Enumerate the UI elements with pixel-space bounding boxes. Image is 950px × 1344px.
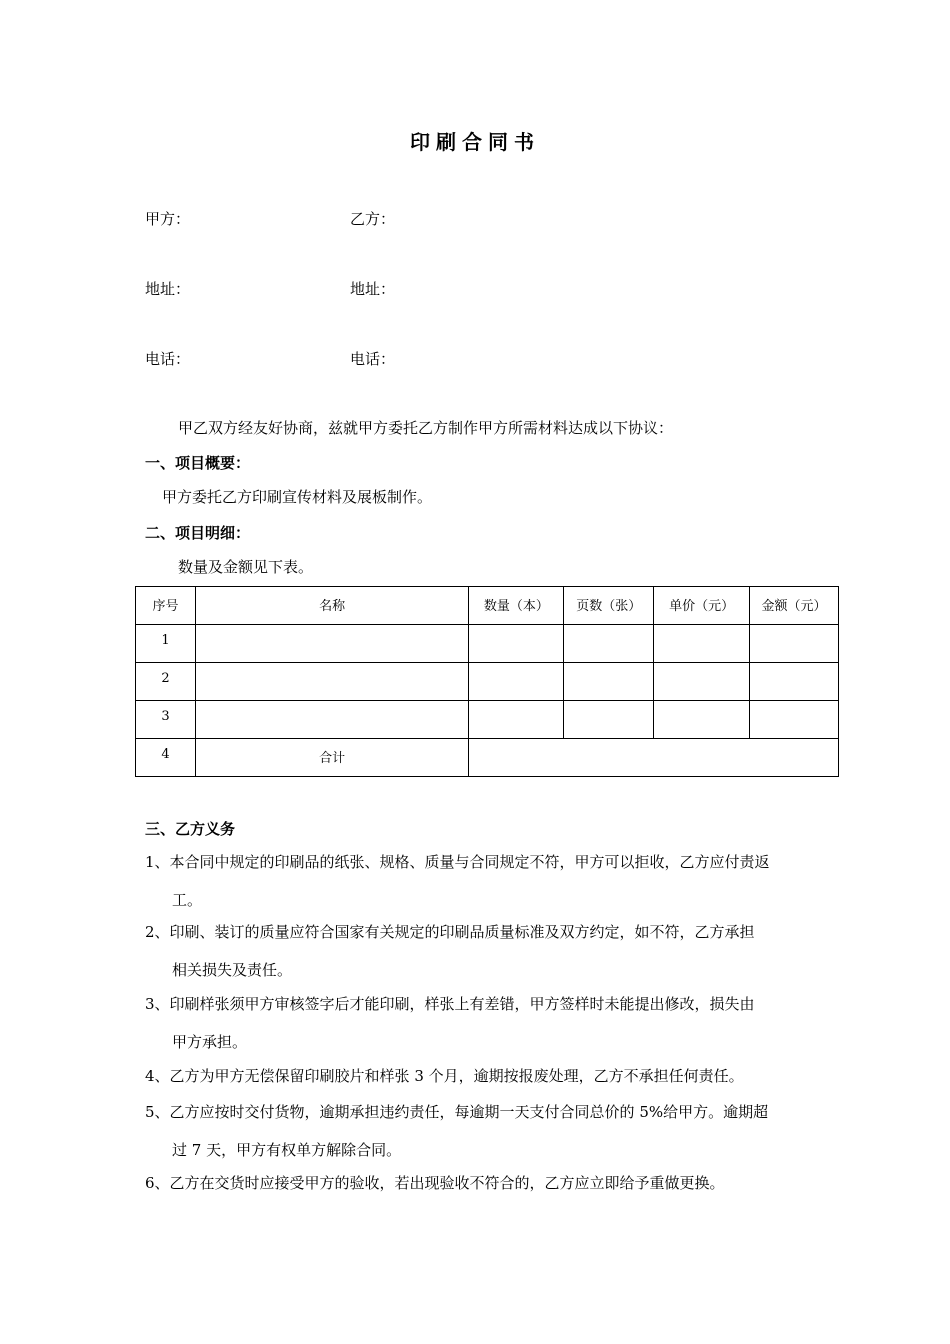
- table-cell: [654, 663, 750, 701]
- table-cell: [469, 701, 564, 739]
- table-cell: [469, 663, 564, 701]
- section2-text: 数量及金额见下表。: [178, 558, 314, 576]
- document-title: 印刷合同书: [410, 130, 540, 154]
- party-a-label: 甲方：: [145, 210, 191, 228]
- table-cell: [654, 701, 750, 739]
- clause-line: 2、印刷、装订的质量应符合国家有关规定的印刷品质量标准及双方约定，如不符，乙方承担: [145, 923, 755, 941]
- clause-item: [145, 843, 815, 919]
- table-cell: [564, 663, 654, 701]
- phone-a-label: 电话：: [145, 350, 191, 368]
- table-cell: [195, 701, 468, 739]
- clause-line: 5、乙方应按时交付货物，逾期承担违约责任，每逾期一天支付合同总价的 5%给甲方。逾期超: [145, 1103, 769, 1121]
- clause-item: [145, 1093, 815, 1169]
- clause-continuation: 过 7 天，甲方有权单方解除合同。: [172, 1141, 402, 1159]
- header-cell: 单价（元）: [654, 587, 750, 625]
- section2-heading: 二、项目明细：: [145, 524, 251, 542]
- table-cell: [750, 625, 839, 663]
- row-number-cell: 1: [136, 625, 196, 663]
- clause-item: [145, 1164, 815, 1202]
- party-b-label: 乙方：: [350, 210, 396, 228]
- section1-heading: 一、项目概要：: [145, 454, 251, 472]
- table-cell: [654, 625, 750, 663]
- clause-continuation: 甲方承担。: [172, 1033, 248, 1051]
- address-b-label: 地址：: [350, 280, 396, 298]
- total-label-cell: 合计: [195, 739, 468, 777]
- header-cell: 金额（元）: [750, 587, 839, 625]
- clause-line: 6、乙方在交货时应接受甲方的验收，若出现验收不符合的，乙方应立即给予重做更换。: [145, 1174, 725, 1192]
- section3-heading: 三、乙方义务: [145, 820, 236, 838]
- table-header-row: [136, 587, 839, 625]
- header-cell: 名称: [195, 587, 468, 625]
- table-cell: [750, 663, 839, 701]
- address-a-label: 地址：: [145, 280, 191, 298]
- row-number-cell: 2: [136, 663, 196, 701]
- row-number-cell: 4: [136, 739, 196, 777]
- clause-continuation: 工。: [172, 891, 203, 909]
- table-row: [136, 701, 839, 739]
- items-table: [135, 586, 839, 777]
- header-cell: 页数（张）: [564, 587, 654, 625]
- header-cell: 数量（本）: [469, 587, 564, 625]
- table-cell: [564, 625, 654, 663]
- table-row: [136, 663, 839, 701]
- table-cell: [195, 663, 468, 701]
- clause-continuation: 相关损失及责任。: [172, 961, 293, 979]
- section1-text: 甲方委托乙方印刷宣传材料及展板制作。: [162, 488, 433, 506]
- header-cell: 序号: [136, 587, 196, 625]
- clause-line: 4、乙方为甲方无偿保留印刷胶片和样张 3 个月，逾期按报废处理，乙方不承担任何责任。: [145, 1067, 744, 1085]
- table-cell: [750, 701, 839, 739]
- table-total-row: [136, 739, 839, 777]
- table-cell: [195, 625, 468, 663]
- clause-item: [145, 1057, 815, 1095]
- table-cell: [469, 625, 564, 663]
- clause-line: 3、印刷样张须甲方审核签字后才能印刷，样张上有差错，甲方签样时未能提出修改，损失由: [145, 995, 755, 1013]
- clause-item: [145, 985, 815, 1061]
- table-cell: [564, 701, 654, 739]
- intro-paragraph: 甲乙双方经友好协商，兹就甲方委托乙方制作甲方所需材料达成以下协议：: [178, 419, 674, 437]
- table-row: [136, 625, 839, 663]
- clause-line: 1、本合同中规定的印刷品的纸张、规格、质量与合同规定不符，甲方可以拒收，乙方应付责返: [145, 853, 770, 871]
- clause-item: [145, 913, 815, 989]
- phone-b-label: 电话：: [350, 350, 396, 368]
- total-value-cell: [469, 739, 839, 777]
- row-number-cell: 3: [136, 701, 196, 739]
